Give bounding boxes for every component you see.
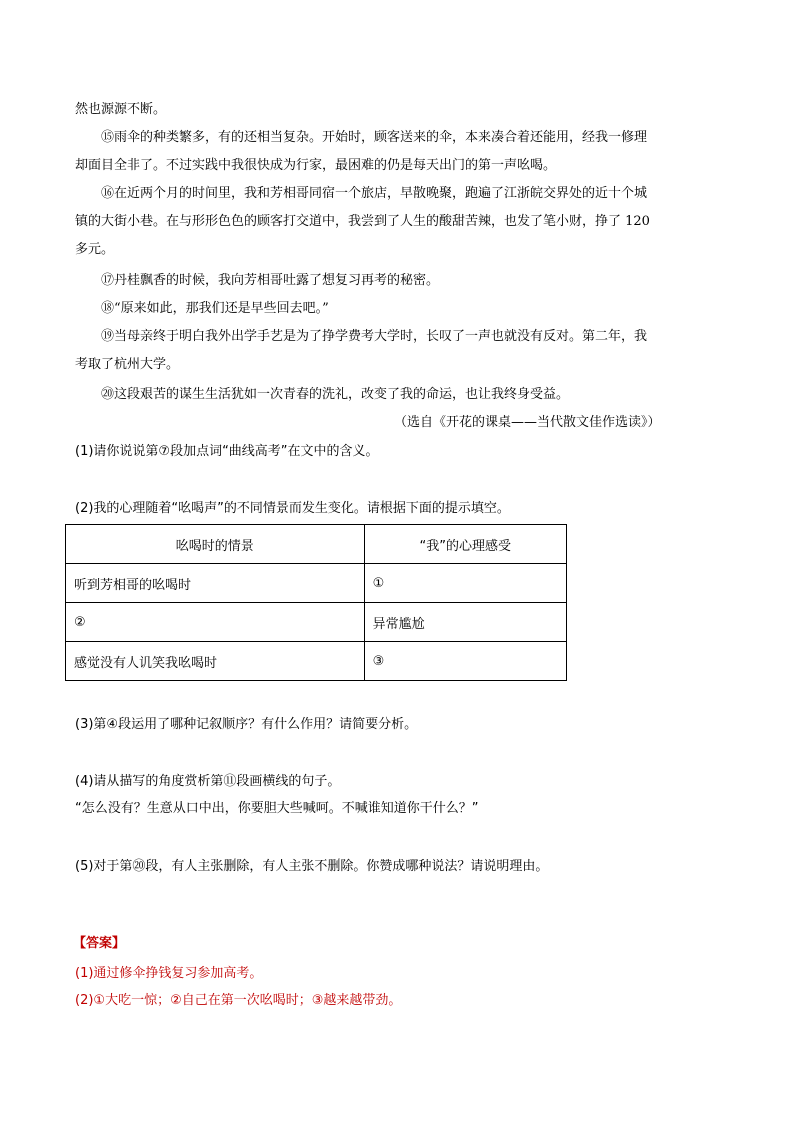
feeling-table (65, 524, 567, 681)
answer-2: (2)①大吃一惊；②自己在第一次吆喝时；③越来越带劲。 (75, 993, 402, 1008)
passage-p14-tail: 然也源源不断。 (75, 102, 167, 117)
table-cell: ① (364, 564, 566, 603)
table-cell: 异常尴尬 (364, 603, 566, 642)
passage-p17: ⑰丹桂飘香的时候，我向芳相哥吐露了想复习再考的秘密。 (101, 273, 440, 288)
passage-p16-line2: 镇的大街小巷。在与形形色色的顾客打交道中，我尝到了人生的酸甜苦辣，也发了笔小财，挣了 120 (75, 214, 650, 229)
question-2: (2)我的心理随着“吆喝声”的不同情景而发生变化。请根据下面的提示填空。 (75, 501, 510, 516)
passage-p16-line3: 多元。 (75, 242, 115, 257)
question-4-quote: “怎么没有？生意从口中出，你要胆大些喊呵。不喊谁知道你干什么？” (75, 801, 479, 816)
answer-1: (1)通过修伞挣钱复习参加高考。 (75, 966, 263, 981)
table-header-scene: 吆喝时的情景 (66, 525, 365, 564)
passage-p15-line1: ⑮雨伞的种类繁多，有的还相当复杂。开始时，顾客送来的伞，本来凑合着还能用，经我一修理 (101, 130, 648, 145)
passage-p19-line1: ⑲当母亲终于明白我外出学手艺是为了挣学费考大学时，长叹了一声也就没有反对。第二年，我 (101, 329, 648, 344)
table-row (66, 642, 567, 681)
question-1: (1)请你说说第⑦段加点词“曲线高考”在文中的含义。 (75, 444, 379, 459)
table-row (66, 603, 567, 642)
table-header-row (66, 525, 567, 564)
passage-p16-line1: ⑯在近两个月的时间里，我和芳相哥同宿一个旅店，早散晚聚，跑遍了江浙皖交界处的近十个城 (101, 186, 648, 201)
passage-source: （选自《开花的课桌——当代散文佳作选读》） (394, 415, 661, 430)
passage-p18: ⑱“原来如此，那我们还是早些回去吧。” (101, 301, 329, 316)
passage-p20: ⑳这段艰苦的谋生生活犹如一次青春的洗礼，改变了我的命运，也让我终身受益。 (101, 387, 570, 402)
table-cell: ③ (364, 642, 566, 681)
table-cell: ② (66, 603, 365, 642)
passage-p19-line2: 考取了杭州大学。 (75, 357, 180, 372)
question-5: (5)对于第⑳段，有人主张删除，有人主张不删除。你赞成哪种说法？请说明理由。 (75, 859, 549, 874)
table-header-feeling: “我”的心理感受 (364, 525, 566, 564)
table-cell: 听到芳相哥的吆喝时 (66, 564, 365, 603)
question-3: (3)第④段运用了哪种记叙顺序？有什么作用？请简要分析。 (75, 717, 418, 732)
table-cell: 感觉没有人讥笑我吆喝时 (66, 642, 365, 681)
passage-p15-line2: 却面目全非了。不过实践中我很快成为行家，最困难的仍是每天出门的第一声吆喝。 (75, 158, 557, 173)
question-4: (4)请从描写的角度赏析第⑪段画横线的句子。 (75, 774, 341, 789)
answer-heading: 【答案】 (73, 936, 126, 951)
table-row (66, 564, 567, 603)
